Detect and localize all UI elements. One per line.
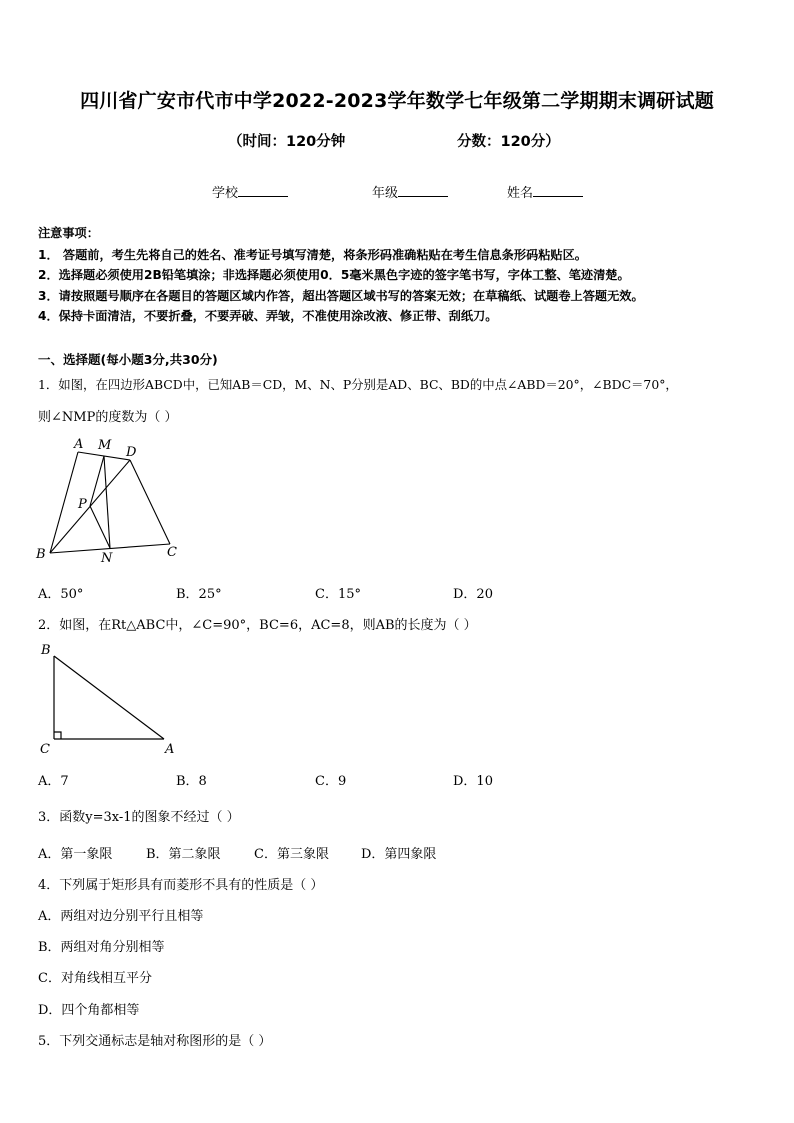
question-5: 5．下列交通标志是轴对称图形的是（ ） — [38, 1034, 272, 1049]
question-2-figure — [34, 640, 184, 758]
school-field — [212, 182, 288, 201]
q3-option-b[interactable]: B．第二象限 — [146, 847, 221, 862]
q4-option-a[interactable]: A．两组对边分别平行且相等 — [38, 909, 204, 924]
school-label: 学校 — [212, 186, 239, 201]
label-a: A — [74, 437, 84, 452]
segment-pn — [90, 506, 110, 548]
question-1-line2: 则∠NMP的度数为（ ） — [38, 410, 178, 425]
q3-option-a[interactable]: A．第一象限 — [38, 847, 113, 862]
name-blank — [533, 184, 583, 197]
q3-option-d[interactable]: D．第四象限 — [361, 847, 437, 862]
right-angle-mark — [54, 732, 61, 739]
q1-option-a[interactable]: A．50° — [38, 587, 84, 602]
grade-field — [372, 182, 448, 201]
exam-time: （时间：120分钟 — [228, 134, 346, 150]
segment-ab — [54, 656, 164, 739]
q1-option-b[interactable]: B．25° — [176, 587, 222, 602]
segment-mn — [104, 456, 110, 548]
question-1-line1: 1．如图，在四边形ABCD中，已知AB＝CD，M、N、P分别是AD、BC、BD的中点∠ABD＝20°，∠BDC＝70°， — [38, 377, 678, 392]
q2-option-a[interactable]: A．7 — [38, 774, 69, 789]
name-field — [507, 182, 583, 201]
segment-dc — [130, 460, 170, 544]
notice-heading: 注意事项： — [38, 226, 99, 240]
label-b: B — [41, 643, 51, 658]
q1-option-d[interactable]: D．20 — [453, 587, 493, 602]
grade-label: 年级 — [372, 186, 399, 201]
question-4: 4．下列属于矩形具有而菱形不具有的性质是（ ） — [38, 878, 324, 893]
notice-item: 4．保持卡面清洁，不要折叠，不要弄破、弄皱，不准使用涂改液、修正带、刮纸刀。 — [38, 309, 498, 323]
segment-ab — [50, 452, 78, 553]
q1-option-c[interactable]: C．15° — [315, 587, 361, 602]
page-title: 四川省广安市代市中学2022-2023学年数学七年级第二学期期末调研试题 — [80, 90, 714, 112]
name-label: 姓名 — [507, 186, 534, 201]
label-d: D — [126, 445, 137, 460]
label-m: M — [98, 438, 112, 453]
q2-option-d[interactable]: D．10 — [453, 774, 493, 789]
notice-item: 2．选择题必须使用2B铅笔填涂；非选择题必须使用0．5毫米黑色字迹的签字笔书写，字体工整、笔迹清楚。 — [38, 268, 630, 282]
q2-option-c[interactable]: C．9 — [315, 774, 347, 789]
label-c: C — [167, 545, 177, 560]
q4-option-b[interactable]: B．两组对角分别相等 — [38, 940, 165, 955]
q2-option-b[interactable]: B．8 — [176, 774, 207, 789]
label-p: P — [78, 497, 87, 512]
label-n: N — [101, 551, 113, 566]
question-2: 2．如图，在Rt△ABC中，∠C=90°，BC=6，AC=8，则AB的长度为（ ） — [38, 618, 477, 633]
section-heading: 一、选择题(每小题3分,共30分) — [38, 352, 218, 367]
question-3: 3．函数y=3x-1的图象不经过（ ） — [38, 810, 240, 825]
label-c: C — [40, 742, 50, 757]
notice-item: 1． 答题前，考生先将自己的姓名、准考证号填写清楚，将条形码准确粘贴在考生信息条形码粘贴区。 — [38, 248, 587, 262]
grade-blank — [398, 184, 448, 197]
q4-option-c[interactable]: C．对角线相互平分 — [38, 971, 152, 986]
question-1-figure — [34, 432, 194, 572]
exam-score: 分数：120分） — [457, 134, 560, 150]
school-blank — [238, 184, 288, 197]
notice-item: 3．请按照题号顺序在各题目的答题区域内作答，超出答题区域书写的答案无效；在草稿纸、试题卷上答题无效。 — [38, 289, 644, 303]
q3-option-c[interactable]: C．第三象限 — [254, 847, 329, 862]
label-b: B — [36, 547, 46, 562]
q4-option-d[interactable]: D．四个角都相等 — [38, 1003, 140, 1018]
label-a: A — [165, 742, 175, 757]
